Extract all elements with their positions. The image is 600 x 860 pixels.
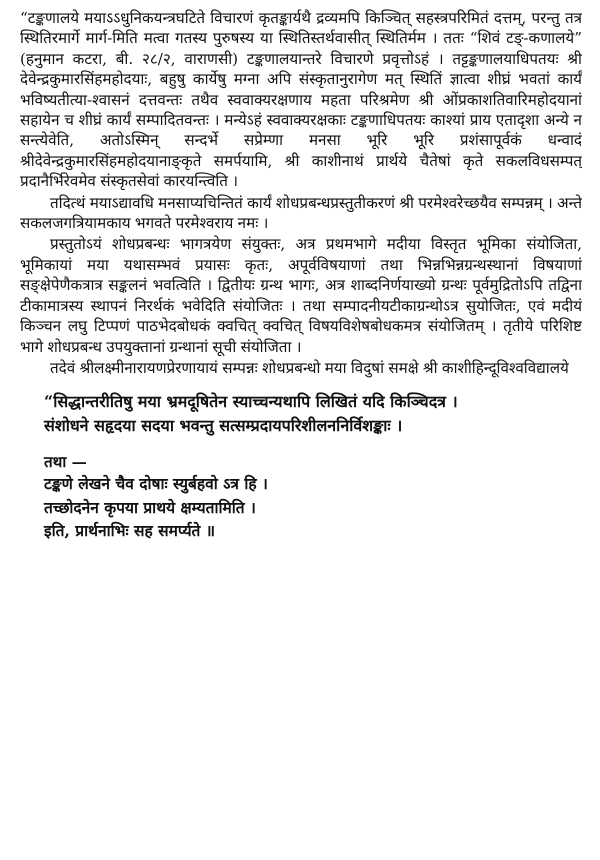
paragraph-completion: तदित्थं मयाऽद्यावधि मनसाप्यचिन्तितं कार्यं शोधप्रबन्धप्रस्तुतीकरणं श्री परमेश्वरेच्छयैव सम्पन्नम् । अन्ते सकलजगत्रियामकाय भगवते परमेश्वराय नमः । (20, 193, 582, 233)
paragraph-structure: प्रस्तुतोऽयं शोधप्रबन्धः भागत्रयेण संयुक्तः, अत्र प्रथमभागे मदीया विस्तृत भूमिका संयोजिता, भूमिकायां मया यथासम्भवं प्रयासः कृतः, अपूर्वविषयाणां तथा भिन्नभिन्नग्रन्थस्थानां विषयाणां सङ्क्षेपेणैकत्रात्र सङ्कलनं भवत्विति । द्वितीयः ग्रन्थ भागः, अत्र शाब्दनिर्णयाख्यो ग्रन्थः पूर्वमुद्रितोऽपि तद्विना टीकामात्रस्य स्थापनं निरर्थकं भवेदिति संयोजितः । तथा सम्पादनीयटीकाग्रन्थोऽत्र सुयोजितः, एवं मदीयं किञ्चन लघु टिप्पणं पाठभेदबोधकं क्वचित् क्वचित् विषयविशेषबोधकमत्र संयोजितम् । तृतीये परिशिष्ट भागे शोधप्रबन्ध उपयुक्तानां ग्रन्थानां सूची संयोजिता । (20, 235, 582, 356)
verse-line: संशोधने सहृदया सदया भवन्तु सत्सम्प्रदायपरिशीलननिर्विशङ्काः । (44, 416, 403, 436)
document-page (20, 8, 582, 854)
closing-line: इति, प्रार्थनाभिः सह समर्प्यते ॥ (44, 521, 216, 541)
verse-block (44, 390, 582, 438)
verse-line: “सिद्धान्तरीतिषु मया भ्रमदूषितेन स्याच्चन्यथापि लिखितं यदि किञ्चिदत्र । (44, 392, 458, 412)
closing-block (44, 452, 582, 543)
closing-line: तच्छोदनेन कृपया प्राथये क्षम्यतामिति । (44, 497, 256, 517)
paragraph-submission: तदेवं श्रीलक्ष्मीनारायणप्रेरणायायं सम्पन्नः शोधप्रबन्धो मया विदुषां समक्षे श्री काशीहिन्दूविश्वविद्यालये (50, 358, 569, 377)
closing-line: टङ्कणे लेखने चैव दोषाः स्युर्बहवो ऽत्र हि । (44, 474, 268, 494)
paragraph-acknowledgement: “टङ्कणालये मयाऽऽधुनिकयन्त्रघटिते विचारणं कृतङ्कार्यथै द्रव्यमपि किञ्चित् सहस्त्रपरिमितं दत्तम्, परन्तु तत्र स्थितिरमार्गे मार्ग-मिति मत्वा गतस्य पुरुषस्य या स्थितिस्तर्थवासीत् स्थितिर्मम । ततः “शिवं टङ्-कणालये” (हनुमान कटरा, बी. २८/२, वाराणसी) टङ्कणालयान्तरे विचारणे प्रवृत्तोऽहं । तट्टङ्कणालयाधिपतयः श्री देवेन्द्रकुमारसिंहमहोदयाः, बहुषु कार्येषु मग्ना अपि संस्कृतानुरागेण मत् स्थितिं ज्ञात्वा शीघ्रं भवतां कार्यं भविष्यतीत्या-श्वासनं दत्तवन्तः तथैव स्ववाक्यरक्षणाय महता परिश्रमेण श्री ओंप्रकाशतिवारिमहोदयानां सहायेन च शीघ्रं कार्यं सम्पादितवन्तः । मन्येऽहं स्ववाक्यरक्षकाः टङ्कणाधिपतयः काश्यां प्राय एतादृशा अन्ये न सन्त्येवेति, अतोऽस्मिन् सन्दर्भे सप्रेम्णा मनसा भूरि भूरि प्रशंसापूर्वकं धन्वादं श्रीदेवेन्द्रकुमारसिंहमहोदयानाङ्कृते समर्पयामि, श्री काशीनाथं प्रार्थये चैतेषां कृते सकलविधसम्पत् प्रदानैर्भिरेवमेव संस्कृतसेवां कारयन्त्विति । (20, 9, 582, 191)
tatha-label: तथा — (44, 453, 87, 472)
